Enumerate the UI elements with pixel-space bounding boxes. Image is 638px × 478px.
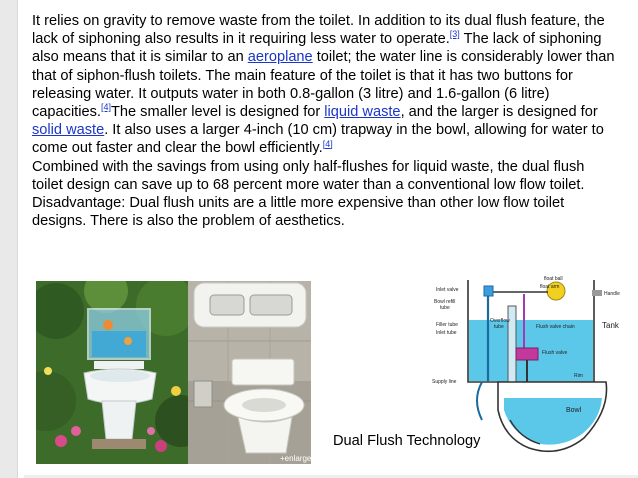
label-bowl: Bowl (566, 407, 582, 414)
citation-link-3[interactable]: [3] (449, 29, 460, 40)
label-inlet-valve: Inlet valve (436, 287, 459, 293)
enlarge-label[interactable]: +enlarge (280, 454, 311, 463)
photo-outdoor-toilet (36, 281, 188, 464)
body-text (32, 12, 618, 230)
label-supply-line: Supply line (432, 379, 457, 385)
citation-link-4b[interactable]: [4] (322, 138, 333, 149)
label-handle: Handle (604, 291, 620, 297)
photo-dual-flush-toilet (188, 281, 311, 464)
label-float-arm: float arm (540, 284, 560, 290)
paragraph-3: Disadvantage: Dual flush units are a little more expensive than other low flow toilet designs. There is also the problem of aesthetics. (32, 195, 565, 230)
label-overflow: Overflow (490, 318, 510, 324)
paragraph-2: Combined with the savings from using only half-flushes for liquid waste, the dual flush toilet design can save up to 68 percent more water than a conventional low flow toilet. (32, 158, 585, 193)
left-rail (0, 0, 18, 478)
figure-caption: Dual Flush Technology (333, 433, 481, 449)
link-aeroplane[interactable]: aeroplane (247, 49, 313, 66)
label-float-ball: float ball (544, 276, 563, 282)
link-solid-waste[interactable]: solid waste (32, 122, 105, 139)
label-flush-valve-chain: Flush valve chain (536, 324, 575, 330)
inlet-valve (484, 286, 493, 296)
label-tank: Tank (602, 321, 619, 330)
label-tube: tube (440, 305, 450, 311)
flush-valve (516, 348, 538, 360)
label-flush-valve: Flush valve (542, 350, 568, 356)
citation-link-4[interactable]: [4] (100, 102, 111, 113)
handle (592, 290, 602, 296)
label-filler-tube: Filler tube (436, 322, 458, 328)
label-rim: Rim (574, 373, 583, 379)
link-liquid-waste[interactable]: liquid waste (324, 104, 401, 121)
label-bowl-refill: Bowl refill (434, 299, 456, 305)
label-inlet-tube: Inlet tube (436, 330, 457, 336)
paragraph-1: It relies on gravity to remove waste from the toilet. In addition to its dual flush feature, the lack of siphoning also results in it requiring less water to operate.[3] The lack of siphoning also means that it is similar to an aeroplane toilet; the water line is considerably lower than that of siphon-flush toilets. The main feature of the toilet is that it has two buttons for releasing water. It outputs water in both 0.8-gallon (3 litre) and 1.6-gallon (6 litre) capacities.[4]The smaller level is designed for liquid waste, and the larger is designed for solid waste. It also uses a larger 4-inch (10 cm) trapway in the bowl, allowing for water to come out faster and clear the bowl efficiently.[4] (32, 13, 615, 157)
label-tube-2: tube (494, 324, 504, 330)
